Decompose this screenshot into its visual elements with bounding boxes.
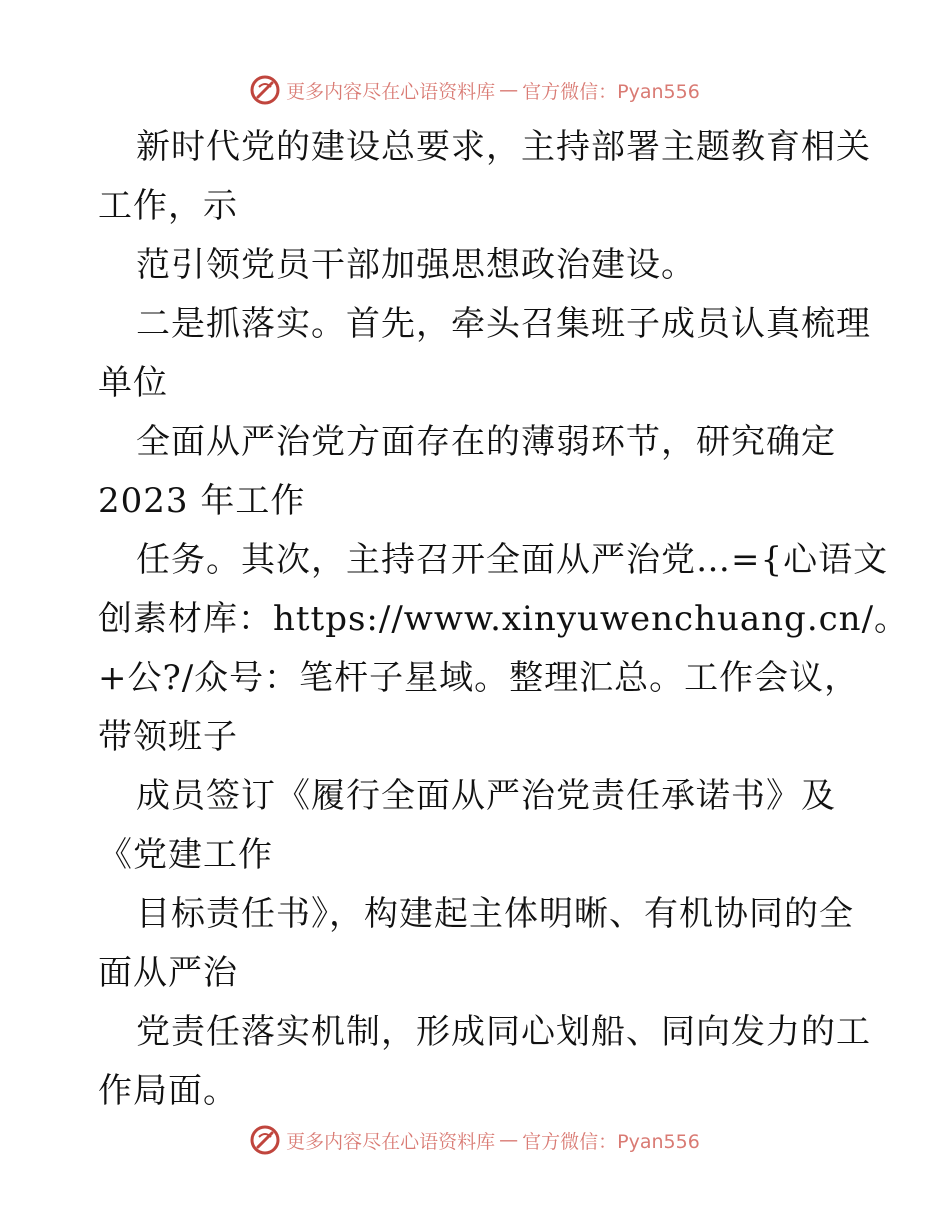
text-line: 范引领党员干部加强思想政治建设。 [136, 245, 696, 285]
text-line: 成员签订《履行全面从严治党责任承诺书》及 [136, 776, 836, 816]
document-body [98, 118, 910, 1121]
header-banner-wechat: 官方微信：Pyan556 [522, 80, 700, 103]
text-line: 面从严治 [98, 953, 238, 993]
header-banner-text: 更多内容尽在心语资料库 [286, 80, 496, 103]
text-line: 全面从严治党方面存在的薄弱环节，研究确定 [136, 422, 836, 462]
text-line: 目标责任书》，构建起主体明晰、有机协同的全 [136, 894, 854, 934]
header-banner-separator: — [499, 79, 519, 101]
text-line: 二是抓落实。首先，牵头召集班子成员认真梳理 [136, 304, 871, 344]
footer-banner-wechat: 官方微信：Pyan556 [522, 1130, 700, 1153]
footer-banner-separator: — [499, 1129, 519, 1151]
text-line: 创素材库：https://www.xinyuwenchuang.cn/。 [98, 599, 910, 639]
text-line: 任务。其次，主持召开全面从严治党…={心语文 [136, 540, 889, 580]
brand-logo-icon [250, 75, 280, 105]
brand-logo-icon [250, 1125, 280, 1155]
text-line: 带领班子 [98, 717, 238, 757]
text-line: 作局面。 [98, 1071, 238, 1111]
text-line: 《党建工作 [98, 835, 273, 875]
text-line: 2023 年工作 [98, 481, 306, 521]
footer-watermark-banner [0, 1120, 950, 1160]
text-line: +公?/众号：笔杆子星域。整理汇总。工作会议， [98, 658, 860, 698]
text-line: 工作，示 [98, 186, 238, 226]
footer-banner-text: 更多内容尽在心语资料库 [286, 1130, 496, 1153]
header-watermark-banner [0, 70, 950, 110]
text-line: 新时代党的建设总要求，主持部署主题教育相关 [136, 127, 871, 167]
text-line: 党责任落实机制，形成同心划船、同向发力的工 [136, 1012, 871, 1052]
text-line: 单位 [98, 363, 168, 403]
